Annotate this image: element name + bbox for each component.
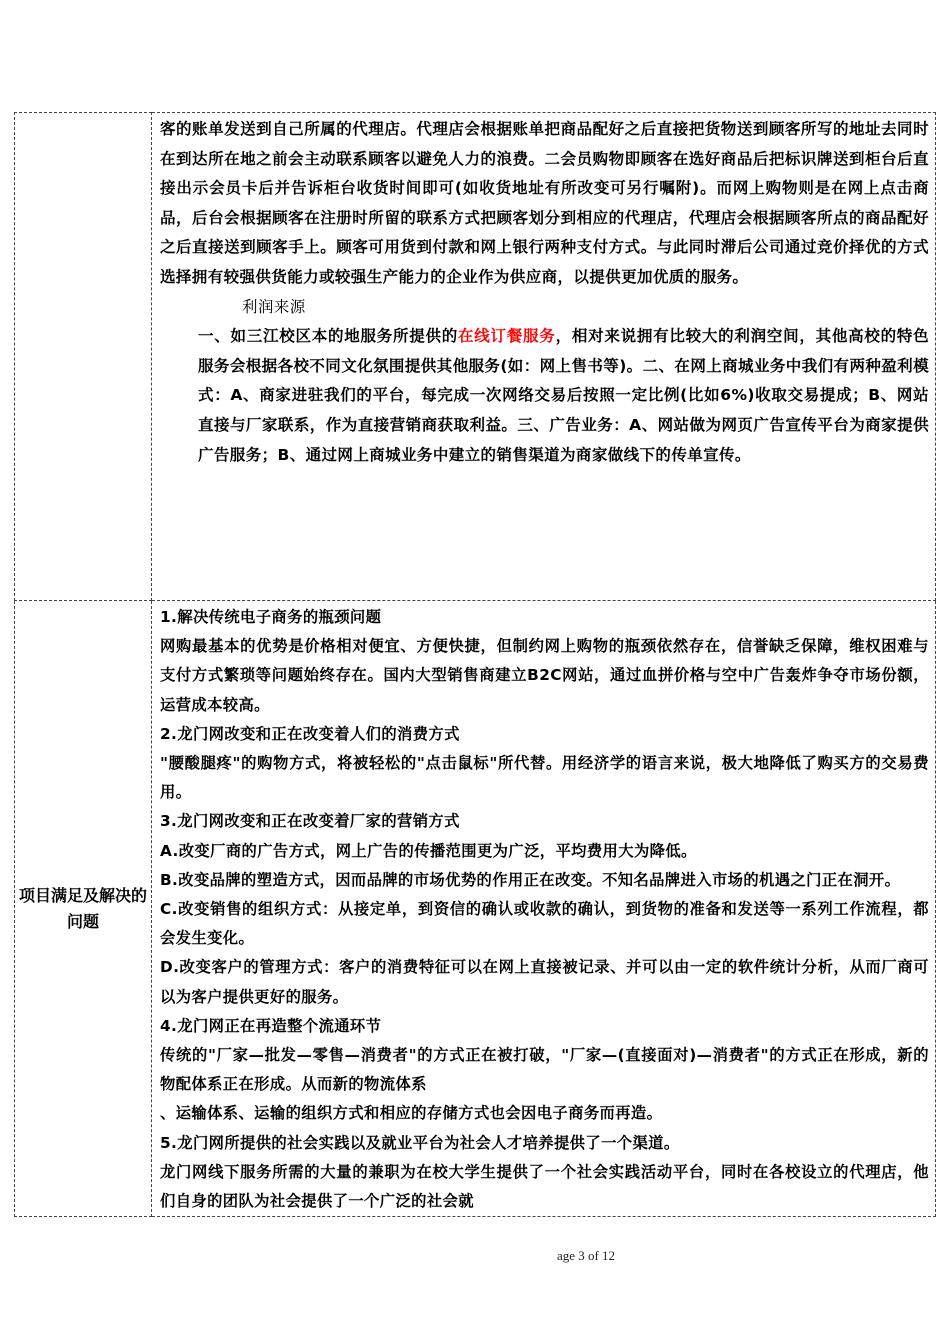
list-item: 网购最基本的优势是价格相对便宜、方便快捷，但制约网上购物的瓶颈依然存在，信誉缺乏保障，维权困难与支付方式繁琐等问题始终存在。国内大型销售商建立B2C网站，通过血拼价格与空中广告轰炸争夺市场份额，运营成本较高。 [160,637,929,714]
delivery-paragraph: 客的账单发送到自己所属的代理店。代理店会根据账单把商品配好之后直接把货物送到顾客所写的地址去同时在到达所在地之前会主动联系顾客以避免人力的浪费。二会员购物即顾客在选好商品后把标识牌送到柜台后直接出示会员卡后并告诉柜台收货时间即可(如收货地址有所改变可另行嘱附)。而网上购物则是在网上点击商品，后台会根据顾客在注册时所留的联系方式把顾客划分到相应的代理店，代理店会根据顾客所点的商品配好之后直接送到顾客手上。顾客可用货到付款和网上银行两种支付方式。与此同时滞后公司通过竞价择优的方式选择拥有较强供货能力或较强生产能力的企业作为供应商，以提供更加优质的服务。 [160,120,929,286]
list-item: B.改变品牌的塑造方式，因而品牌的市场优势的作用正在改变。不知名品牌进入市场的机遇之门正在洞开。 [160,870,901,889]
page-footer [0,1248,950,1264]
list-item: 1.解决传统电子商务的瓶颈问题 [160,608,382,626]
list-item: 2.龙门网改变和正在改变着人们的消费方式 [160,724,460,743]
list-item: 龙门网线下服务所需的大量的兼职为在校大学生提供了一个社会实践活动平台，同时在各校设立的代理店，他们自身的团队为社会提供了一个广泛的社会就 [160,1162,929,1211]
table-row-business-model [15,113,936,601]
profit-paragraph [160,322,929,470]
list-item: "腰酸腿疼"的购物方式，将被轻松的"点击鼠标"所代替。用经济学的语言来说，极大地降低了购买方的交易费用。 [160,754,929,802]
content-table [14,112,936,1217]
list-item: 4.龙门网正在再造整个流通环节 [160,1016,382,1035]
table-row-problems-solved [15,601,936,1217]
row-label: 项目满足及解决的问题 [18,885,147,931]
profit-text-rest: ，相对来说拥有比较大的利润空间，其他高校的特色服务会根据各校不同文化氛围提供其他服务(如：网上售书等)。二、在网上商城业务中我们有两种盈利模式：A、商家进驻我们的平台，每完成一次网络交易后按照一定比例(比如6%)收取交易提成；B、网站直接与厂家联系，作为直接营销商获取利益。三、广告业务：A、网站做为网页广告宣传平台为商家提供广告服务；B、通过网上商城业务中建立的销售渠道为商家做线下的传单宣传。 [198,327,930,464]
row-content-cell [152,601,936,1217]
list-item: 传统的"厂家—批发—零售—消费者"的方式正在被打破，"厂家—(直接面对)—消费者"的方式正在形成，新的物配体系正在形成。从而新的物流体系 [160,1046,929,1094]
profit-heading: 利润来源 [242,297,306,316]
list-item: 3.龙门网改变和正在改变着厂家的营销方式 [160,812,460,831]
list-item: 5.龙门网所提供的社会实践以及就业平台为社会人才培养提供了一个渠道。 [160,1133,680,1152]
highlight-text: 在线订餐服务 [458,327,556,346]
list-item: A.改变厂商的广告方式，网上广告的传播范围更为广泛，平均费用大为降低。 [160,841,697,860]
row-label-cell [15,601,152,1217]
row-label-cell [15,113,152,601]
profit-text-start: 一、如三江校区本的地服务所提供的 [198,327,459,346]
list-item: D.改变客户的管理方式：客户的消费特征可以在网上直接被记录、并可以由一定的软件统计分析，从而厂商可以为客户提供更好的服务。 [160,958,929,1006]
list-item: C.改变销售的组织方式：从接定单，到资信的确认或收款的确认，到货物的准备和发送等一系列工作流程，都会发生变化。 [160,900,929,948]
page-number: age 3 of 12 [556,1248,616,1263]
row-content-cell [152,113,936,601]
list-item: 、运输体系、运输的组织方式和相应的存储方式也会因电子商务而再造。 [160,1104,663,1123]
